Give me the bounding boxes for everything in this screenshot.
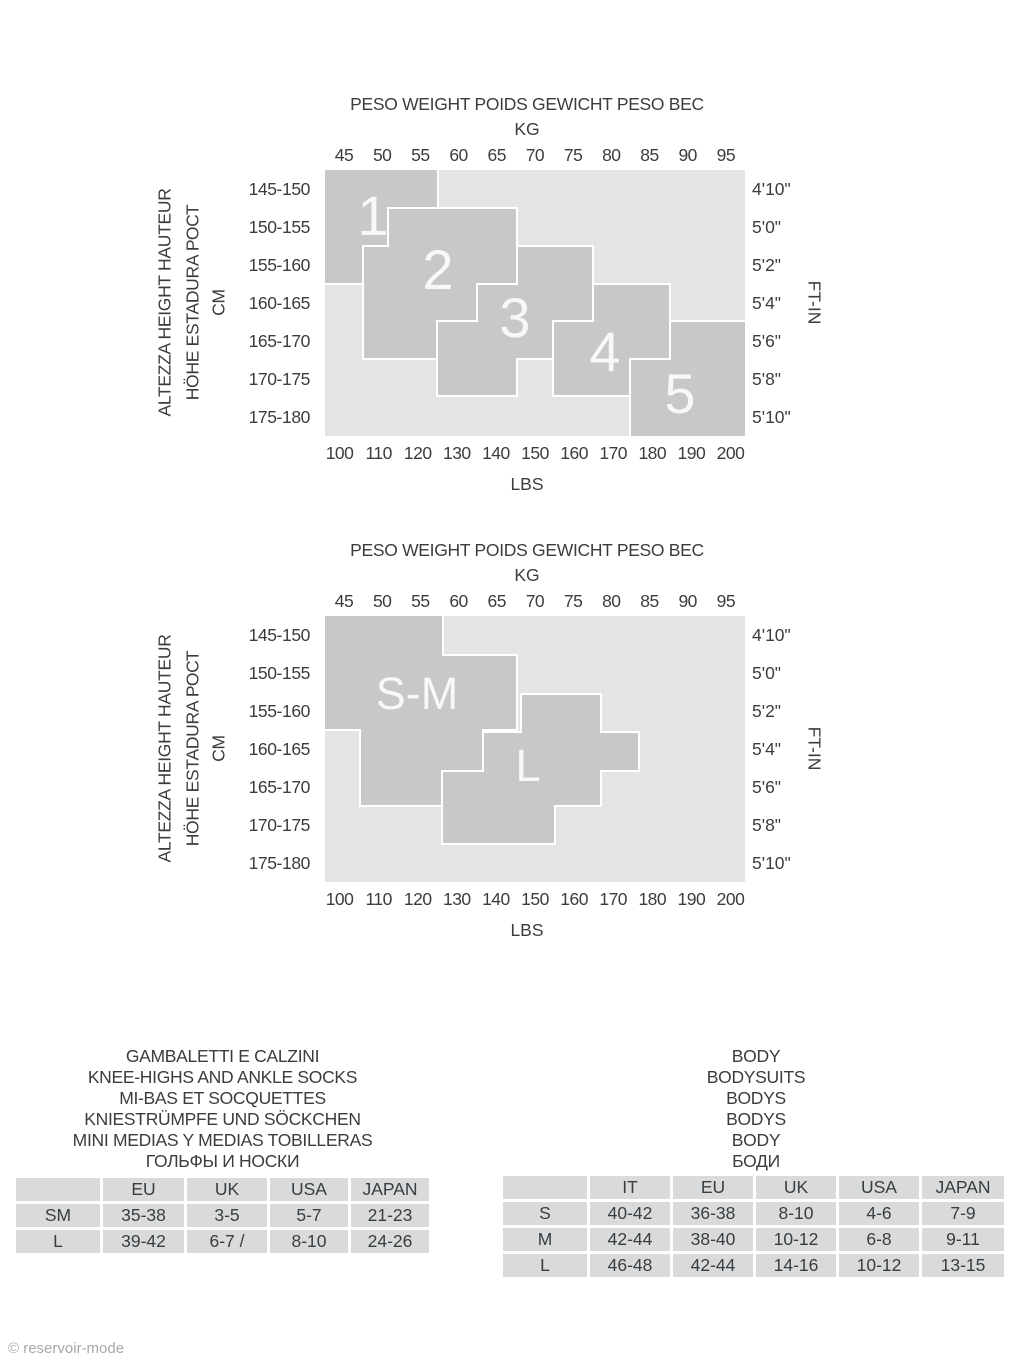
table-row-label: L <box>503 1254 587 1277</box>
cm-row-label: 170-175 <box>248 815 310 835</box>
kg-tick: 60 <box>449 591 468 611</box>
size-region-label: L <box>515 740 541 791</box>
bodysuits-heading-line: БОДИ <box>732 1151 780 1171</box>
cm-unit-label: CM <box>208 289 229 316</box>
kg-tick: 70 <box>525 591 545 611</box>
table-cell: 7-9 <box>922 1202 1004 1225</box>
kg-tick: 90 <box>678 145 697 165</box>
table-row <box>503 1228 1004 1251</box>
table-cell: 13-15 <box>922 1254 1004 1277</box>
size-chart-sm-l <box>0 540 1024 960</box>
table-row <box>16 1230 429 1253</box>
kg-axis <box>325 145 745 166</box>
socks-heading-line: ГОЛЬФЫ И НОСКИ <box>145 1151 300 1171</box>
table-cell: 14-16 <box>756 1254 836 1277</box>
kg-tick: 85 <box>640 591 659 611</box>
ftin-row-label: 5'0" <box>752 663 782 683</box>
table-cell: 42-44 <box>590 1228 670 1251</box>
table-cell: 35-38 <box>103 1204 184 1227</box>
cm-row-label: 175-180 <box>248 407 310 427</box>
bodysuits-heading-line: BODY <box>731 1130 781 1150</box>
table-col-header: USA <box>270 1178 348 1201</box>
table-cell: 3-5 <box>187 1204 267 1227</box>
table-cell: 36-38 <box>673 1202 753 1225</box>
kg-tick: 55 <box>411 145 430 165</box>
lbs-tick: 120 <box>403 889 432 909</box>
height-axis-label-2: HÖHE ESTADURA РОСТ <box>182 204 203 401</box>
cm-row-label: 170-175 <box>248 369 310 389</box>
kg-tick: 55 <box>411 591 430 611</box>
kg-tick: 75 <box>563 145 583 165</box>
cm-row-labels <box>205 170 310 436</box>
chart-panel <box>325 170 745 436</box>
cm-row-label: 165-170 <box>248 777 310 797</box>
cm-row-label: 145-150 <box>248 625 310 645</box>
lbs-tick: 130 <box>442 443 471 463</box>
height-axis-label-2: HÖHE ESTADURA РОСТ <box>182 650 203 847</box>
lbs-unit-label: LBS <box>510 474 544 494</box>
kg-tick: 45 <box>334 145 354 165</box>
lbs-tick: 190 <box>677 889 706 909</box>
table-col-header <box>503 1176 587 1199</box>
ftin-row-label: 5'6" <box>752 331 782 351</box>
lbs-tick: 140 <box>482 889 510 909</box>
table-cell: 5-7 <box>270 1204 348 1227</box>
ftin-row-label: 5'4" <box>752 293 782 313</box>
kg-tick: 45 <box>334 591 354 611</box>
ftin-row-label: 5'2" <box>752 701 782 721</box>
size-chart-1-5 <box>0 94 1024 514</box>
lbs-tick: 100 <box>325 889 354 909</box>
kg-tick: 75 <box>563 591 583 611</box>
socks-heading-line: MINI MEDIAS Y MEDIAS TOBILLERAS <box>72 1130 373 1150</box>
table-col-header: EU <box>103 1178 184 1201</box>
kg-tick: 80 <box>602 145 621 165</box>
table-cell: 24-26 <box>351 1230 429 1253</box>
lbs-axis <box>320 443 750 464</box>
kg-tick: 65 <box>487 145 506 165</box>
kg-tick: 95 <box>716 145 736 165</box>
table-header-row <box>503 1176 1004 1199</box>
ftin-row-label: 5'0" <box>752 217 782 237</box>
table-cell: 21-23 <box>351 1204 429 1227</box>
table-col-header: USA <box>839 1176 919 1199</box>
ftin-row-label: 4'10" <box>752 179 791 199</box>
socks-heading-line: KNEE-HIGHS AND ANKLE SOCKS <box>87 1067 358 1087</box>
table-col-header: JAPAN <box>922 1176 1004 1199</box>
kg-tick: 90 <box>678 591 697 611</box>
copyright-text: © reservoir-mode <box>8 1340 125 1357</box>
table-cell: 10-12 <box>839 1254 919 1277</box>
lbs-tick: 180 <box>638 889 667 909</box>
table-col-header: UK <box>756 1176 836 1199</box>
table-row-label: M <box>503 1228 587 1251</box>
kg-tick: 70 <box>525 145 545 165</box>
table-row-label: S <box>503 1202 587 1225</box>
ftin-row-label: 4'10" <box>752 625 791 645</box>
table-cell: 38-40 <box>673 1228 753 1251</box>
kg-tick: 50 <box>372 591 392 611</box>
lbs-tick: 170 <box>599 889 628 909</box>
kg-tick: 65 <box>487 591 506 611</box>
bodysuits-heading-line: BODYSUITS <box>706 1067 806 1087</box>
ftin-row-labels <box>752 170 842 436</box>
cm-row-label: 155-160 <box>248 701 310 721</box>
table-cell: 9-11 <box>922 1228 1004 1251</box>
table-cell: 6-8 <box>839 1228 919 1251</box>
table-row <box>16 1204 429 1227</box>
chart-title: PESO WEIGHT POIDS GEWICHT PESO ВЕС <box>350 540 704 560</box>
height-axis-label-1: ALTEZZA HEIGHT HAUTEUR <box>154 188 175 417</box>
size-region-label: 5 <box>664 362 696 425</box>
size-region-label: S-M <box>375 668 459 719</box>
lbs-tick: 170 <box>599 443 628 463</box>
bodysuits-heading-line: BODYS <box>726 1088 786 1108</box>
ftin-row-label: 5'8" <box>752 369 782 389</box>
ftin-row-label: 5'6" <box>752 777 782 797</box>
socks-size-table <box>13 1175 432 1256</box>
cm-row-label: 160-165 <box>248 739 310 759</box>
table-cell: 6-7 / <box>187 1230 267 1253</box>
lbs-tick: 180 <box>638 443 667 463</box>
cm-row-label: 165-170 <box>248 331 310 351</box>
socks-heading-line: GAMBALETTI E CALZINI <box>125 1046 320 1066</box>
cm-row-label: 145-150 <box>248 179 310 199</box>
cm-row-label: 155-160 <box>248 255 310 275</box>
cm-row-labels <box>205 616 310 882</box>
socks-heading-line: MI-BAS ET SOCQUETTES <box>119 1088 326 1108</box>
lbs-tick: 150 <box>521 889 549 909</box>
table-row <box>503 1202 1004 1225</box>
lbs-tick: 160 <box>560 443 588 463</box>
cm-row-label: 150-155 <box>248 217 310 237</box>
ftin-axis-label: FT-IN <box>804 280 825 325</box>
table-col-header: IT <box>590 1176 670 1199</box>
size-region-label: 1 <box>357 184 389 247</box>
bodysuits-size-table <box>500 1173 1007 1280</box>
table-col-header <box>16 1178 100 1201</box>
table-header-row <box>16 1178 429 1201</box>
lbs-tick: 160 <box>560 889 588 909</box>
table-cell: 8-10 <box>270 1230 348 1253</box>
kg-unit-label: KG <box>514 119 540 139</box>
kg-tick: 95 <box>716 591 736 611</box>
ftin-row-label: 5'10" <box>752 853 791 873</box>
cm-row-label: 160-165 <box>248 293 310 313</box>
kg-tick: 80 <box>602 591 621 611</box>
table-row-label: L <box>16 1230 100 1253</box>
table-cell: 39-42 <box>103 1230 184 1253</box>
kg-tick: 50 <box>372 145 392 165</box>
lbs-tick: 100 <box>325 443 354 463</box>
ftin-axis-label: FT-IN <box>804 726 825 771</box>
lbs-tick: 190 <box>677 443 706 463</box>
lbs-tick: 120 <box>403 443 432 463</box>
kg-tick: 60 <box>449 145 468 165</box>
ftin-row-label: 5'10" <box>752 407 791 427</box>
cm-row-label: 175-180 <box>248 853 310 873</box>
ftin-row-labels <box>752 616 842 882</box>
lbs-tick: 110 <box>365 443 392 463</box>
table-col-header: EU <box>673 1176 753 1199</box>
cm-unit-label: CM <box>208 735 229 762</box>
socks-heading <box>0 1046 445 1172</box>
lbs-tick: 140 <box>482 443 510 463</box>
chart-panel <box>325 616 745 882</box>
socks-heading-line: KNIESTRÜMPFE UND SÖCKCHEN <box>84 1109 361 1129</box>
lbs-axis <box>320 889 750 910</box>
size-region-label: 3 <box>499 286 531 349</box>
table-cell: 46-48 <box>590 1254 670 1277</box>
height-axis-label-1: ALTEZZA HEIGHT HAUTEUR <box>154 634 175 863</box>
lbs-unit-label: LBS <box>510 920 544 940</box>
ftin-row-label: 5'8" <box>752 815 782 835</box>
cm-row-label: 150-155 <box>248 663 310 683</box>
chart-title: PESO WEIGHT POIDS GEWICHT PESO ВЕС <box>350 94 704 114</box>
table-col-header: JAPAN <box>351 1178 429 1201</box>
table-cell: 40-42 <box>590 1202 670 1225</box>
lbs-tick: 110 <box>365 889 392 909</box>
lbs-tick: 200 <box>716 443 745 463</box>
table-cell: 42-44 <box>673 1254 753 1277</box>
bodysuits-heading <box>500 1046 1012 1172</box>
ftin-row-label: 5'2" <box>752 255 782 275</box>
table-cell: 4-6 <box>839 1202 919 1225</box>
table-row-label: SM <box>16 1204 100 1227</box>
kg-tick: 85 <box>640 145 659 165</box>
ftin-row-label: 5'4" <box>752 739 782 759</box>
table-col-header: UK <box>187 1178 267 1201</box>
table-cell: 10-12 <box>756 1228 836 1251</box>
bodysuits-heading-line: BODYS <box>726 1109 786 1129</box>
lbs-tick: 130 <box>442 889 471 909</box>
table-cell: 8-10 <box>756 1202 836 1225</box>
kg-unit-label: KG <box>514 565 540 585</box>
table-row <box>503 1254 1004 1277</box>
bodysuits-heading-line: BODY <box>731 1046 781 1066</box>
size-region-label: 4 <box>589 320 621 383</box>
lbs-tick: 200 <box>716 889 745 909</box>
size-region-label: 2 <box>422 238 454 301</box>
kg-axis <box>325 591 745 612</box>
lbs-tick: 150 <box>521 443 549 463</box>
